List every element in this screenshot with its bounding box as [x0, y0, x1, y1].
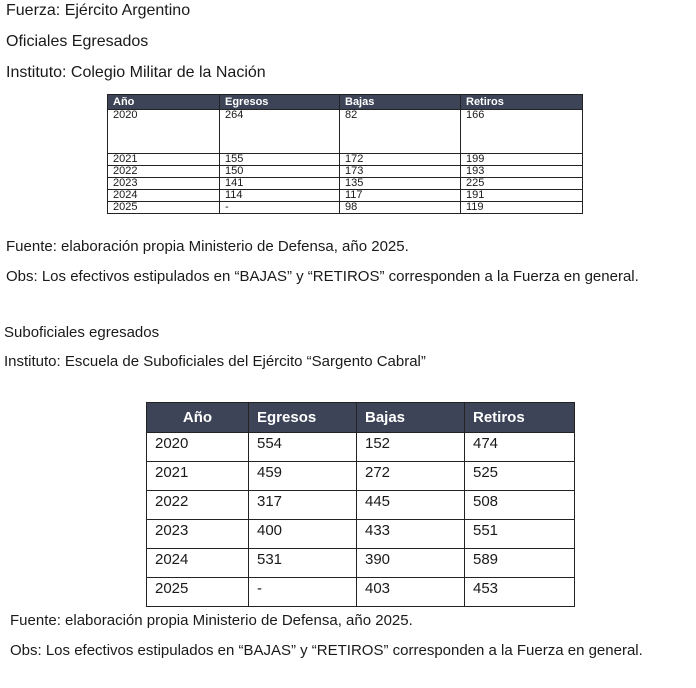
cell-bajas: 98	[340, 202, 461, 214]
cell-bajas: 445	[357, 491, 465, 520]
suboficiales-heading: Suboficiales egresados	[4, 324, 160, 341]
col-header-anio: Año	[147, 403, 249, 433]
cell-retiros: 225	[461, 178, 583, 190]
fuerza-heading: Fuerza: Ejército Argentino	[6, 2, 191, 19]
cell-anio: 2022	[147, 491, 249, 520]
cell-anio: 2025	[147, 578, 249, 607]
cell-retiros: 474	[465, 433, 575, 462]
obs-note-1: Obs: Los efectivos estipulados en “BAJAS” y “RETIROS” corresponden a la Fuerza en general.	[6, 268, 639, 285]
cell-egresos: 317	[249, 491, 357, 520]
cell-bajas: 135	[340, 178, 461, 190]
table-row	[147, 433, 575, 462]
cell-retiros: 589	[465, 549, 575, 578]
cell-retiros: 166	[461, 110, 583, 154]
cell-anio: 2020	[108, 110, 220, 154]
instituto-escuela-suboficiales: Instituto: Escuela de Suboficiales del Ejército “Sargento Cabral”	[4, 353, 426, 370]
cell-retiros: 525	[465, 462, 575, 491]
cell-retiros: 199	[461, 154, 583, 166]
cell-egresos: 531	[249, 549, 357, 578]
cell-egresos: 114	[220, 190, 340, 202]
table-row	[108, 190, 583, 202]
cell-anio: 2021	[108, 154, 220, 166]
cell-retiros: 191	[461, 190, 583, 202]
cell-anio: 2024	[108, 190, 220, 202]
cell-retiros: 193	[461, 166, 583, 178]
table-row	[147, 520, 575, 549]
cell-retiros: 119	[461, 202, 583, 214]
cell-retiros: 453	[465, 578, 575, 607]
cell-bajas: 172	[340, 154, 461, 166]
oficiales-table	[107, 94, 583, 214]
cell-egresos: 155	[220, 154, 340, 166]
instituto-colegio-militar: Instituto: Colegio Militar de la Nación	[6, 64, 266, 81]
oficiales-heading: Oficiales Egresados	[6, 33, 149, 50]
table-header-row	[147, 403, 575, 433]
cell-egresos: 554	[249, 433, 357, 462]
cell-bajas: 152	[357, 433, 465, 462]
cell-egresos: 150	[220, 166, 340, 178]
cell-bajas: 433	[357, 520, 465, 549]
table-row	[108, 202, 583, 214]
table-row	[147, 578, 575, 607]
cell-egresos: -	[220, 202, 340, 214]
table-row	[108, 178, 583, 190]
table-row	[147, 462, 575, 491]
table-header-row	[108, 95, 583, 110]
cell-anio: 2020	[147, 433, 249, 462]
col-header-bajas: Bajas	[340, 95, 461, 110]
table-row	[147, 549, 575, 578]
col-header-anio: Año	[108, 95, 220, 110]
cell-bajas: 117	[340, 190, 461, 202]
table-row	[147, 491, 575, 520]
obs-note-2: Obs: Los efectivos estipulados en “BAJAS” y “RETIROS” corresponden a la Fuerza en general.	[10, 642, 643, 659]
cell-anio: 2022	[108, 166, 220, 178]
col-header-retiros: Retiros	[465, 403, 575, 433]
fuente-note-2: Fuente: elaboración propia Ministerio de Defensa, año 2025.	[10, 612, 413, 629]
cell-egresos: -	[249, 578, 357, 607]
table-row	[108, 110, 583, 154]
cell-anio: 2023	[108, 178, 220, 190]
cell-egresos: 459	[249, 462, 357, 491]
cell-bajas: 390	[357, 549, 465, 578]
table-row	[108, 166, 583, 178]
suboficiales-table	[146, 402, 575, 607]
col-header-bajas: Bajas	[357, 403, 465, 433]
cell-retiros: 551	[465, 520, 575, 549]
table-row	[108, 154, 583, 166]
cell-egresos: 264	[220, 110, 340, 154]
cell-egresos: 400	[249, 520, 357, 549]
col-header-egresos: Egresos	[249, 403, 357, 433]
cell-retiros: 508	[465, 491, 575, 520]
cell-bajas: 403	[357, 578, 465, 607]
cell-anio: 2024	[147, 549, 249, 578]
cell-anio: 2025	[108, 202, 220, 214]
cell-bajas: 173	[340, 166, 461, 178]
cell-bajas: 82	[340, 110, 461, 154]
col-header-egresos: Egresos	[220, 95, 340, 110]
cell-anio: 2021	[147, 462, 249, 491]
cell-egresos: 141	[220, 178, 340, 190]
cell-bajas: 272	[357, 462, 465, 491]
cell-anio: 2023	[147, 520, 249, 549]
fuente-note-1: Fuente: elaboración propia Ministerio de Defensa, año 2025.	[6, 238, 409, 255]
col-header-retiros: Retiros	[461, 95, 583, 110]
